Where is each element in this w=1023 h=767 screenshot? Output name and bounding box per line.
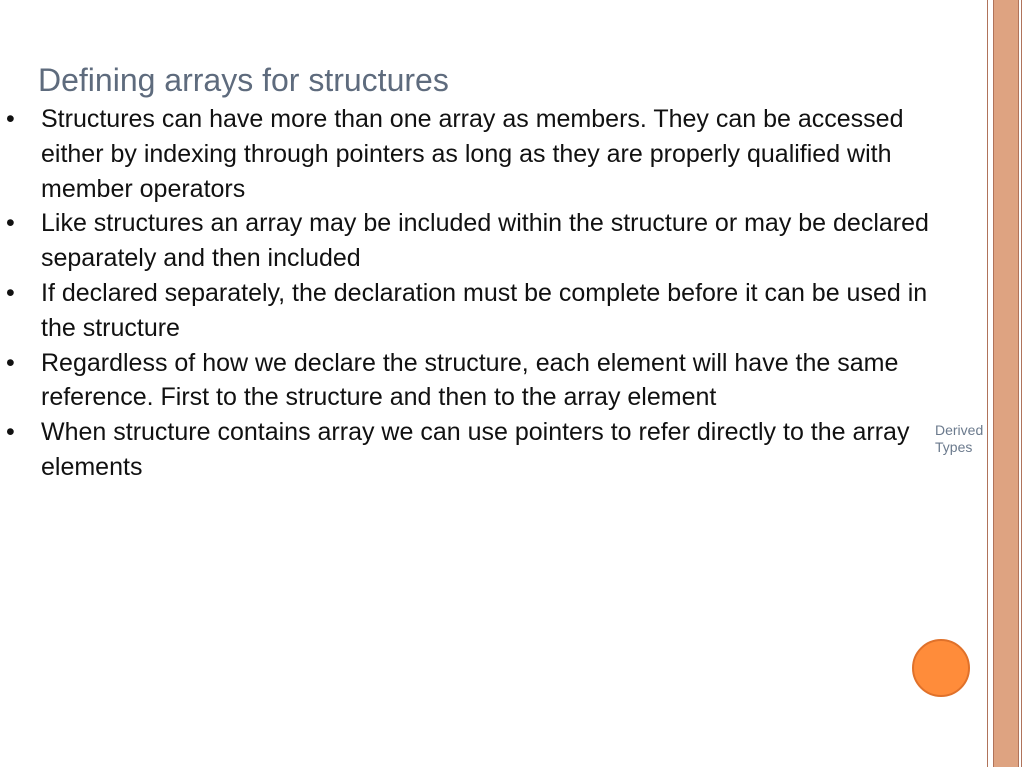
- bullet-text: Like structures an array may be included within the structure or may be declared separately and then included: [41, 209, 929, 273]
- accent-circle: [912, 639, 970, 697]
- bullet-list: [0, 102, 960, 485]
- bullet-item: [0, 206, 960, 276]
- bullet-text: If declared separately, the declaration must be complete before it can be used in the structure: [41, 278, 928, 342]
- bullet-marker: •: [6, 278, 15, 307]
- bullet-item: [0, 346, 960, 416]
- sidebar-label: [935, 422, 983, 456]
- sidebar-label-line2: Types: [935, 439, 973, 455]
- slide-title: Defining arrays for structures: [38, 62, 449, 98]
- sidebar-bar-line: [993, 0, 994, 767]
- bullet-item: [0, 276, 960, 346]
- sidebar-label-line1: Derived: [935, 422, 984, 438]
- bullet-text: Structures can have more than one array as members. They can be accessed either by indexing through pointers as long as they are properly qualified with member operators: [41, 105, 904, 203]
- bullet-item: [0, 415, 960, 485]
- bullet-item: [0, 102, 960, 206]
- sidebar-bar-line: [987, 0, 988, 767]
- bullet-marker: •: [6, 105, 15, 133]
- sidebar-bar-fill: [993, 0, 1018, 767]
- bullet-marker: •: [6, 348, 15, 377]
- bullet-text: When structure contains array we can use pointers to refer directly to the array elements: [41, 418, 910, 481]
- sidebar-bar-line: [1021, 0, 1022, 767]
- bullet-text: Regardless of how we declare the structure, each element will have the same reference. First to the structure and then to the array element: [41, 348, 899, 412]
- bullet-marker: •: [6, 418, 15, 447]
- bullet-marker: •: [6, 209, 15, 238]
- sidebar-bar-line: [1018, 0, 1019, 767]
